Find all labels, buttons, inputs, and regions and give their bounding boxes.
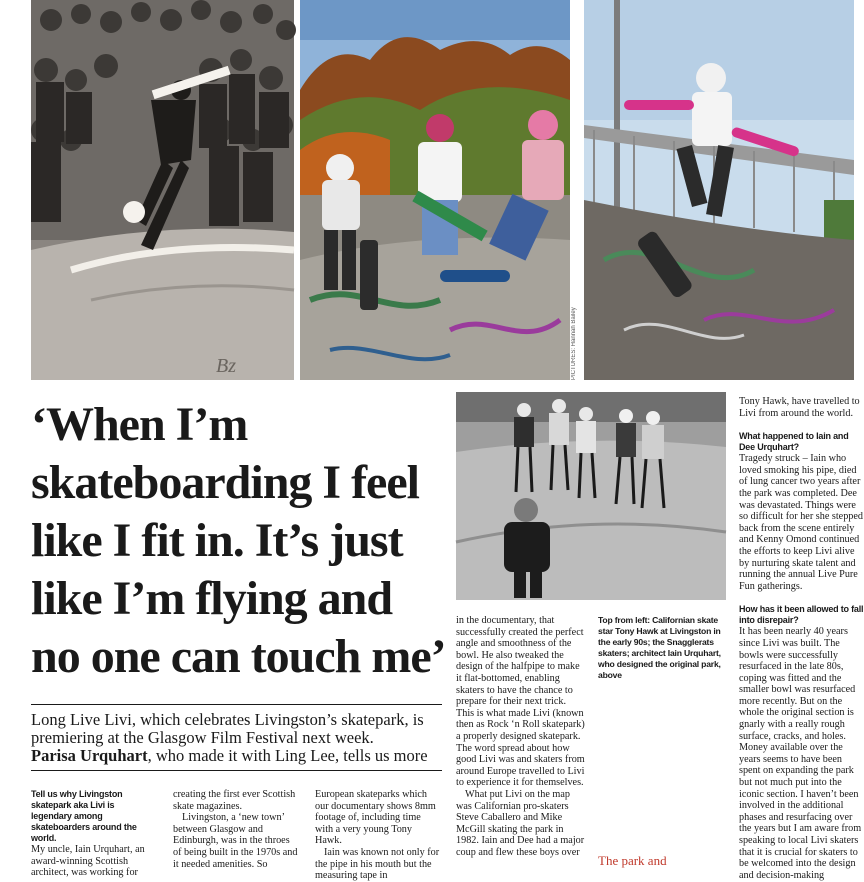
photo-architect-iain-urquhart — [456, 392, 726, 600]
headline: ‘When I’m skateboarding I feel like I fit in. It’s just like I’m flying and no one can touch me’ — [31, 398, 446, 683]
question-1: Tell us why Livingston skatepark aka Livi is legendary among skateboarders around the world. — [31, 789, 137, 843]
photo-caption: Top from left: Californian skate star Tony Hawk at Livingston in the early 90s; the Snagglerats skaters; architect Iain Urquhart, who designed the original park, above — [598, 615, 721, 680]
photo-snagglerats-skaters — [300, 0, 570, 380]
answer-2: Tragedy struck – Iain who loved smoking his pipe, died of lung cancer two years after the park was completed. Dee was devastated. Things were so difficult for her she stepped back from the scene entirely and Kenny Omond continued the efforts to keep Livi alive by nurturing skate talent and running the annual Live Pure Fun gatherings. — [739, 453, 864, 592]
standfirst-tail: , who made it with Ling Lee, tells us more — [147, 746, 428, 765]
standfirst-text: Long Live Livi, which celebrates Livingston’s skatepark, is premiering at the Glasgow Film Festival next week. — [31, 710, 424, 747]
col3-para-2: Iain was known not only for the pipe in his mouth but the measuring tape in — [315, 846, 440, 882]
spacer — [739, 419, 864, 431]
photo-credit: PICTURES: Hannah Bailey — [571, 307, 577, 380]
col5-para-1: Tony Hawk, have travelled to Livi from around the world. — [739, 396, 860, 419]
col4-para-2: What put Livi on the map was Californian pro-skaters Steve Caballero and Mike McGill skating the park in 1982. Iain and Dee had a major coup and flew these boys over — [456, 788, 585, 858]
spacer — [739, 592, 864, 604]
question-3: How has it been allowed to fall into disrepair? — [739, 604, 864, 626]
standfirst — [31, 711, 451, 765]
answer-1: My uncle, Iain Urquhart, an award-winning Scottish architect, was working for — [31, 844, 145, 879]
col4-para-1: in the documentary, that successfully created the perfect angle and smoothness of the bowl. He also tweaked the design of the halfpipe to make it flat-bottomed, enabling skaters to have the chance to prepare for their next trick. This is what made Livi (known then as Rock ‘n Roll skatepark) a properly designed skatepark. The word spread about how good Livi was and skaters from around Europe travelled to Livi to experience it for themselves. — [456, 615, 585, 789]
body-column-5 — [739, 396, 864, 881]
photo-tony-hawk-bowl — [31, 0, 294, 380]
col2-para-1: creating the first ever Scottish skate magazines. — [173, 789, 296, 812]
answer-3: It has been nearly 40 years since Livi was built. The bowls were successfully resurfaced in the late 80s, coping was fitted and the smaller bowl was resurfaced more recently. But on the whole the original section is gnarly with a really rough surface, cracks, and holes. Money available over the years seems to have been spent on expanding the park but not much put into the iconic section. I haven’t been involved in the additional phases and resurfacing over the years but I am aware from speaking to local Livi skaters that it is crucial for skaters to be welcomed into the design and decision-making — [739, 626, 862, 881]
author-name: Parisa Urquhart — [31, 746, 148, 765]
body-column-4 — [456, 615, 586, 864]
photo-kid-on-ramp — [584, 0, 854, 380]
col2-para-2: Livingston, a ‘new town’ between Glasgow and Edinburgh, was in the throes of being built in the 1970s and it needed amenities. So — [173, 812, 298, 870]
question-2: What happened to Iain and Dee Urquhart? — [739, 431, 849, 453]
body-column-2 — [173, 789, 299, 870]
body-column-1 — [31, 789, 149, 879]
rule-bottom — [31, 770, 442, 771]
body-column-3 — [315, 789, 441, 882]
next-section-teaser: The park and — [598, 853, 667, 868]
col3-para-1: European skateparks which our documentary shows 8mm footage of, including time with a very young Tony Hawk. — [315, 789, 436, 847]
svg-text:Bz: Bz — [216, 355, 236, 377]
rule-top — [31, 704, 442, 705]
